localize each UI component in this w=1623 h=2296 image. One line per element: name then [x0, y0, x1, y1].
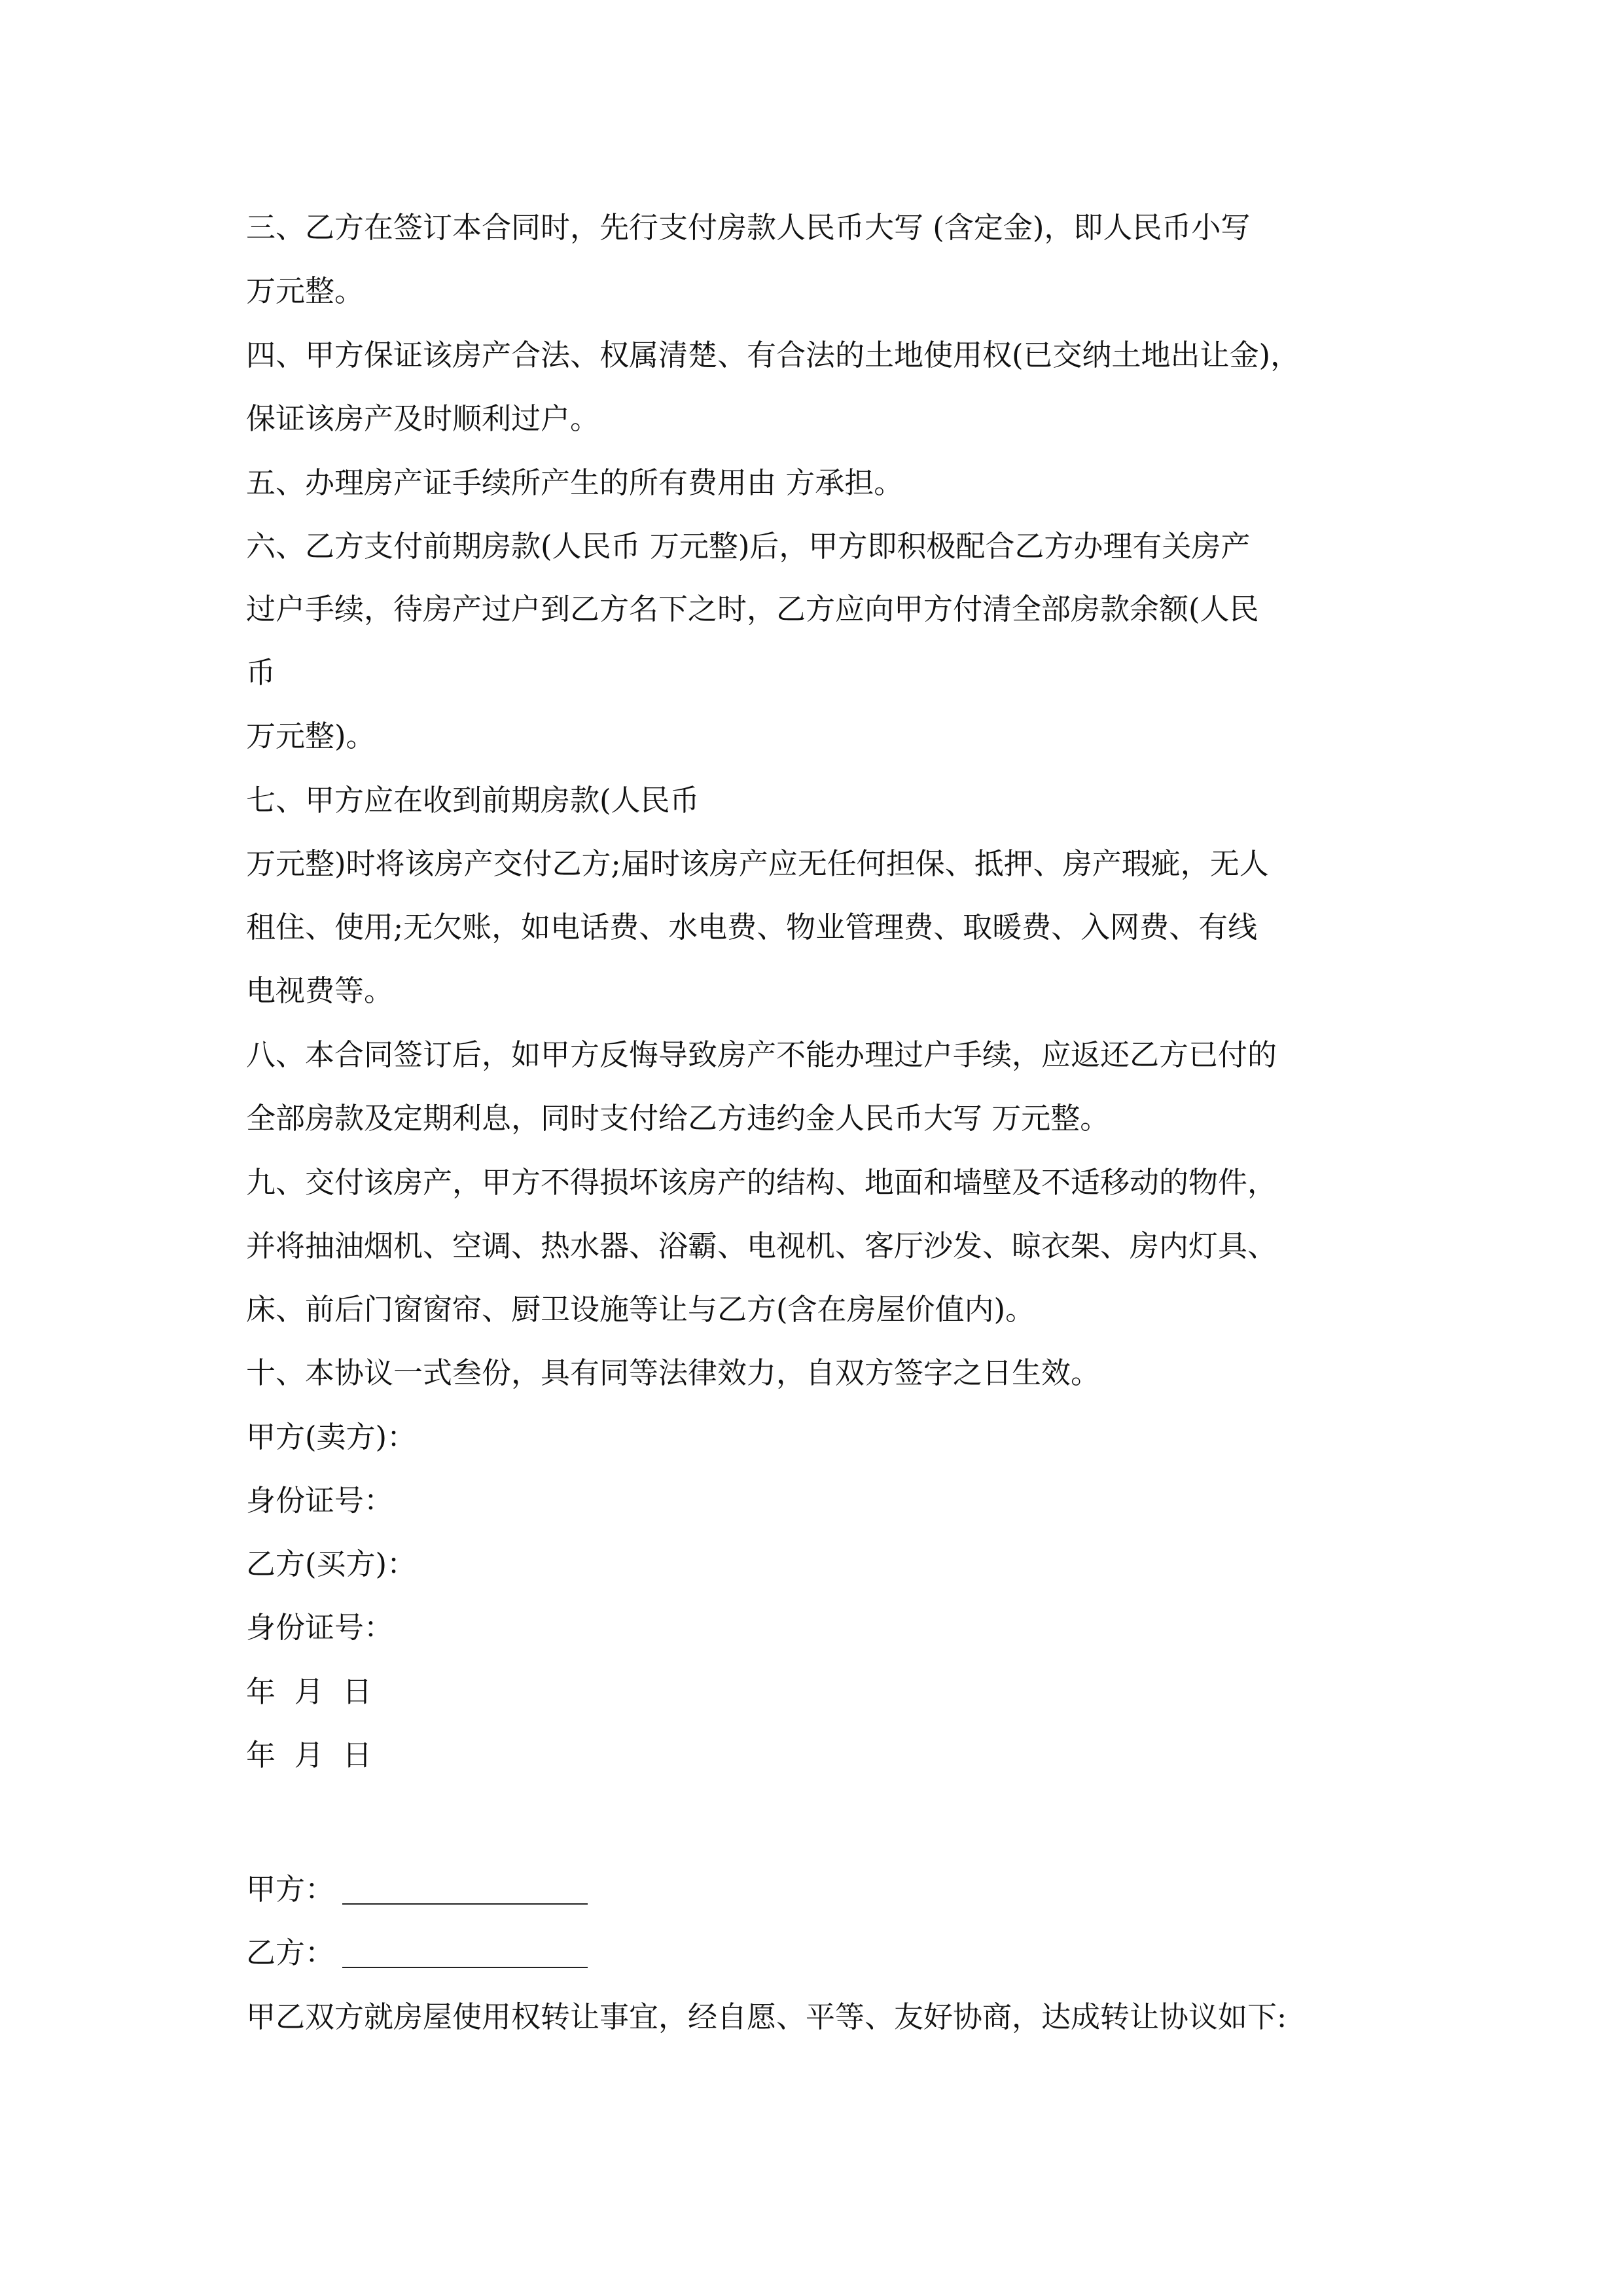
clause-6-line-4: 万元整)。: [246, 719, 376, 753]
clause-7-line-4: 电视费等。: [246, 973, 394, 1008]
clause-4-line-2: 保证该房产及时顺利过户。: [246, 401, 600, 436]
second-party-b-label: 乙方：: [246, 1935, 335, 1970]
clause-6-line-2: 过户手续，待房产过户到乙方名下之时，乙方应向甲方付清全部房款余额(人民: [246, 592, 1259, 626]
clause-7-line-1: 七、甲方应在收到前期房款(人民币: [246, 783, 700, 817]
clause-8-line-1: 八、本合同签订后，如甲方反悔导致房产不能办理过户手续，应返还乙方已付的: [246, 1037, 1277, 1072]
clause-7-line-3: 租住、使用;无欠账，如电话费、水电费、物业管理费、取暖费、入网费、有线: [246, 910, 1258, 944]
clause-7-line-2: 万元整)时将该房产交付乙方;届时该房产应无任何担保、抵押、房产瑕疵，无人: [246, 846, 1269, 881]
clause-4-line-1: 四、甲方保证该房产合法、权属清楚、有合法的土地使用权(已交纳土地出让金)，: [246, 338, 1300, 372]
clause-6-line-3: 币: [246, 655, 276, 690]
clause-5-line-1: 五、办理房产证手续所产生的所有费用由 方承担。: [246, 465, 904, 500]
party-a-seller-label: 甲方(卖方)：: [246, 1420, 417, 1454]
party-b-signature-line: [342, 1967, 588, 1968]
date-line-1: 年 月 日: [246, 1674, 372, 1709]
transfer-agreement-intro: 甲乙双方就房屋使用权转让事宜，经自愿、平等、友好协商，达成转让协议如下:: [246, 2000, 1287, 2034]
party-b-id-label: 身份证号：: [246, 1610, 394, 1645]
clause-3-line-1: 三、乙方在签订本合同时，先行支付房款人民币大写 (含定金)，即人民币小写: [246, 210, 1251, 245]
party-a-signature-line: [342, 1903, 588, 1905]
clause-3-line-2: 万元整。: [246, 274, 365, 308]
clause-6-line-1: 六、乙方支付前期房款(人民币 万元整)后，甲方即积极配合乙方办理有关房产: [246, 529, 1251, 564]
party-b-buyer-label: 乙方(买方)：: [246, 1547, 417, 1581]
second-party-a-label: 甲方：: [246, 1872, 335, 1907]
party-a-id-label: 身份证号：: [246, 1483, 394, 1518]
clause-10-line-1: 十、本协议一式叁份，具有同等法律效力，自双方签字之日生效。: [246, 1355, 1101, 1390]
clause-8-line-2: 全部房款及定期利息，同时支付给乙方违约金人民币大写 万元整。: [246, 1101, 1110, 1136]
clause-9-line-3: 床、前后门窗窗帘、厨卫设施等让与乙方(含在房屋价值内)。: [246, 1292, 1035, 1327]
clause-9-line-1: 九、交付该房产，甲方不得损坏该房产的结构、地面和墙壁及不适移动的物件，: [246, 1165, 1277, 1200]
clause-9-line-2: 并将抽油烟机、空调、热水器、浴霸、电视机、客厅沙发、晾衣架、房内灯具、: [246, 1229, 1277, 1263]
date-line-2: 年 月 日: [246, 1738, 372, 1772]
